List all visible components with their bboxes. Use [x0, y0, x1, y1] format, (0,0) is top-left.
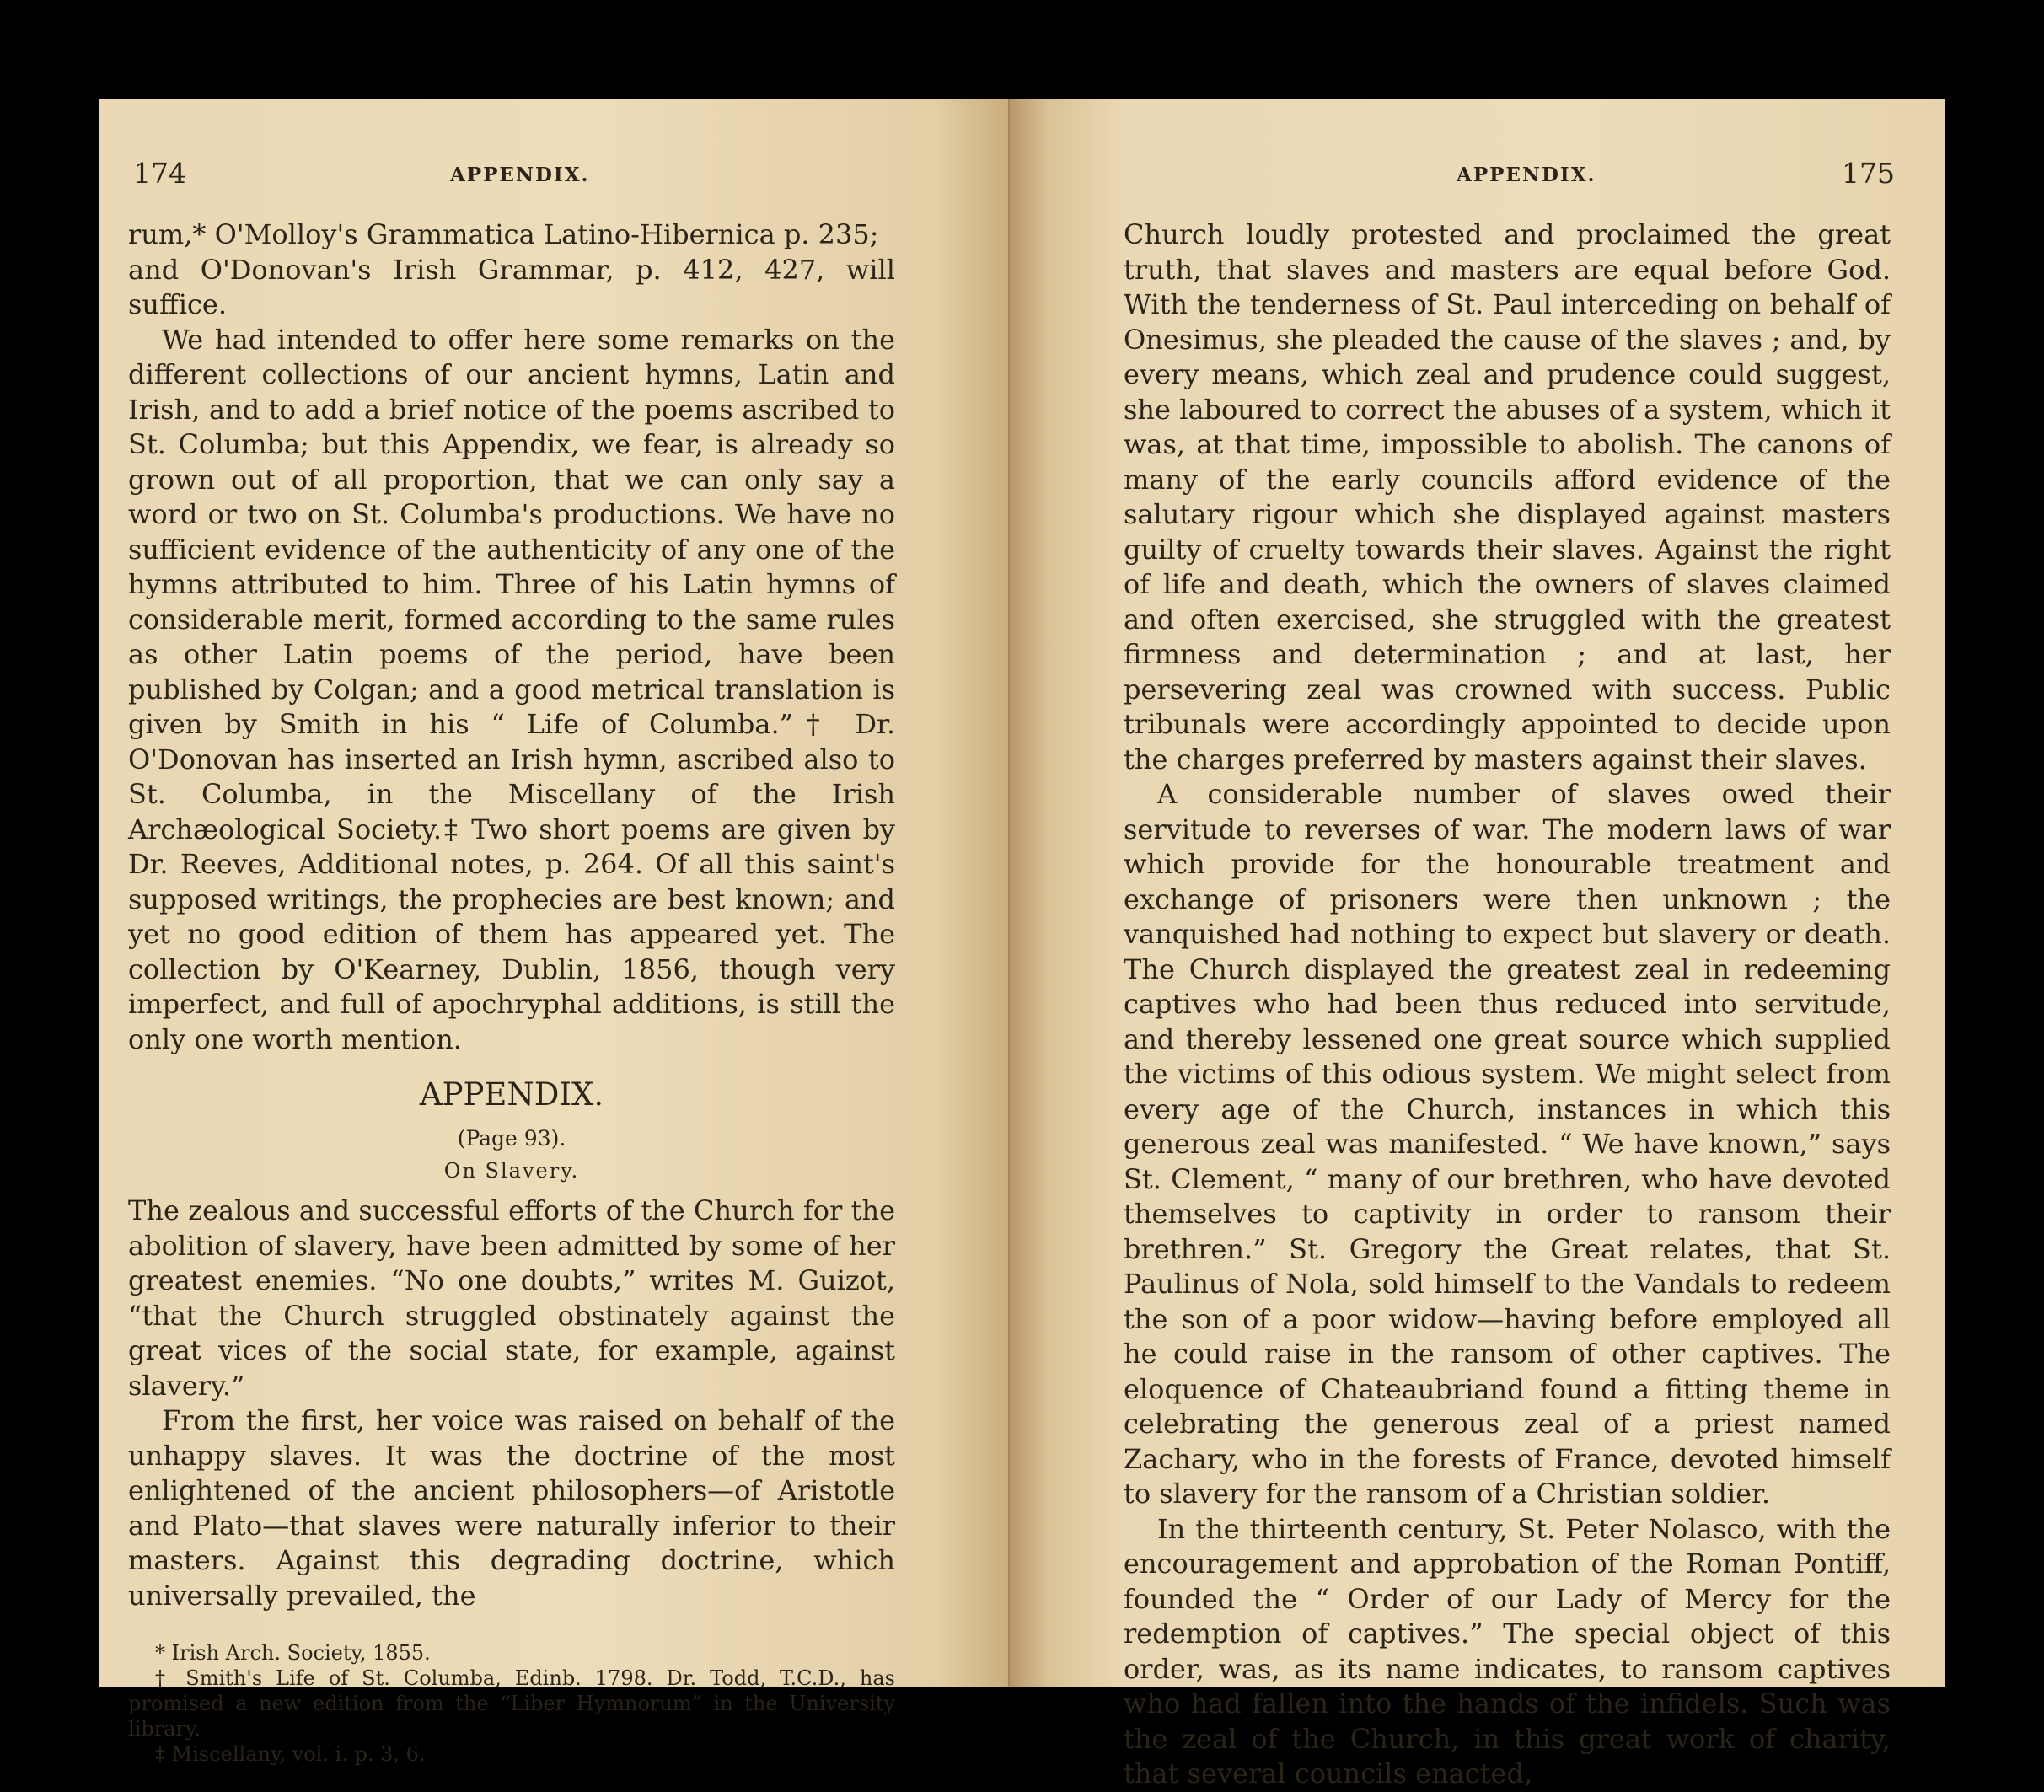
footnote-2: † Smith's Life of St. Columba, Edinb. 1798. Dr. Todd, T.C.D., has promised a new edition from the “Liber Hymnorum” in the University library. [128, 1666, 895, 1741]
left-paragraph-2: The zealous and successful efforts of the Church for the abolition of slavery, have been admitted by some of her greatest enemies. “No one doubts,” writes M. Guizot, “that the Church struggled obstinately against the great vices of the social state, for example, against slavery.” [128, 1194, 895, 1402]
right-paragraph-3: In the thirteenth century, St. Peter Nolasco, with the encouragement and approbation of the Roman Pontiff, founded the “ Order of our Lady of Mercy for the redemption of captives.” The special object of this order, was, as its name indicates, to ransom captives who had fallen into the hands of the infidels. Such was the zeal of the Church, in this great work of charity, that several councils enacted, [1124, 1512, 1891, 1789]
left-page-number: 174 [133, 157, 186, 190]
footnote-3: ‡ Miscellany, vol. i. p. 3, 6. [155, 1742, 426, 1766]
right-running-head [1010, 153, 1945, 196]
left-paragraph-3: From the first, her voice was raised on behalf of the unhappy slaves. It was the doctrine of the most enlightened of the ancient philosophers—of Aristotle and Plato—that slaves were naturally inferior to their masters. Against this degrading doctrine, which universally prevailed, the [128, 1404, 895, 1612]
footnotes [128, 1640, 895, 1767]
right-paragraph-2: A considerable number of slaves owed their servitude to reverses of war. The modern laws of war which provide for the honourable treatment and exchange of prisoners were then unknown ; the vanquished had nothing to expect but slavery or death. The Church displayed the greatest zeal in redeeming captives who had been thus reduced into servitude, and thereby lessened one great source which supplied the victims of this odious system. We might select from every age of the Church, instances in which this generous zeal was manifested. “ We have known,” says St. Clement, “ many of our brethren, who have devoted themselves to captivity in order to ransom their brethren.” St. Gregory the Great relates, that St. Paulinus of Nola, sold himself to the Vandals to redeem the son of a poor widow—having before employed all he could raise in the ransom of other captives. The eloquence of Chateaubriand found a fitting theme in celebrating the generous zeal of a priest named Zachary, who in the forests of France, devoted himself to slavery for the ransom of a Christian soldier. [1124, 778, 1891, 1510]
continuation-line-1: rum,* O'Molloy's Grammatica Latino-Hibernica p. 235; [128, 218, 879, 250]
right-running-title: APPENDIX. [1457, 164, 1596, 186]
left-paragraph-1: We had intended to offer here some remarks on the different collections of our ancient hymns, Latin and Irish, and to add a brief notice of the poems ascribed to St. Columba; but this Appendix, we fear, is already so grown out of all proportion, that we can only say a word or two on St. Columba's productions. We have no sufficient evidence of the authenticity of any one of the hymns attributed to him. Three of his Latin hymns of considerable merit, formed according to the same rules as other Latin poems of the period, have been published by Colgan; and a good metrical translation is given by Smith in his “ Life of Columba.”† Dr. O'Donovan has inserted an Irish hymn, ascribed also to St. Columba, in the Miscellany of the Irish Archæological Society.‡ Two short poems are given by Dr. Reeves, Additional notes, p. 264. Of all this saint's supposed writings, the prophecies are best known; and yet no good edition of them has appeared yet. The collection by O'Kearney, Dublin, 1856, though very imperfect, and full of apochryphal additions, is still the only one worth mention. [128, 323, 895, 1055]
right-paragraph-1: Church loudly protested and proclaimed the great truth, that slaves and masters are equal before God. With the tenderness of St. Paul interceding on behalf of Onesimus, she pleaded the cause of the slaves ; and, by every means, which zeal and prudence could suggest, she laboured to correct the abuses of a system, which it was, at that time, impossible to abolish. The canons of many of the early councils afford evidence of the salutary rigour which she displayed against masters guilty of cruelty towards their slaves. Against the right of life and death, which the owners of slaves claimed and often exercised, she struggled with the greatest firmness and determination ; and at last, her persevering zeal was crowned with success. Public tribunals were accordingly appointed to decide upon the charges preferred by masters against their slaves. [1124, 218, 1891, 775]
left-running-title: APPENDIX. [450, 164, 590, 186]
right-body [1124, 217, 1891, 1792]
book-spread [99, 99, 1945, 1789]
section-page-ref: (Page 93). [457, 1126, 566, 1151]
section-heading: APPENDIX. [419, 1076, 604, 1113]
right-page-number: 175 [1842, 157, 1895, 190]
left-page [99, 99, 1010, 1766]
continuation-line-2: and O'Donovan's Irish Grammar, p. 412, 427, will suffice. [128, 253, 895, 320]
left-running-head [99, 153, 1010, 196]
right-page [1010, 99, 1945, 1789]
section-subtitle: On Slavery. [443, 1159, 580, 1183]
footnote-1: * Irish Arch. Society, 1855. [155, 1641, 431, 1665]
left-body [128, 217, 895, 1767]
